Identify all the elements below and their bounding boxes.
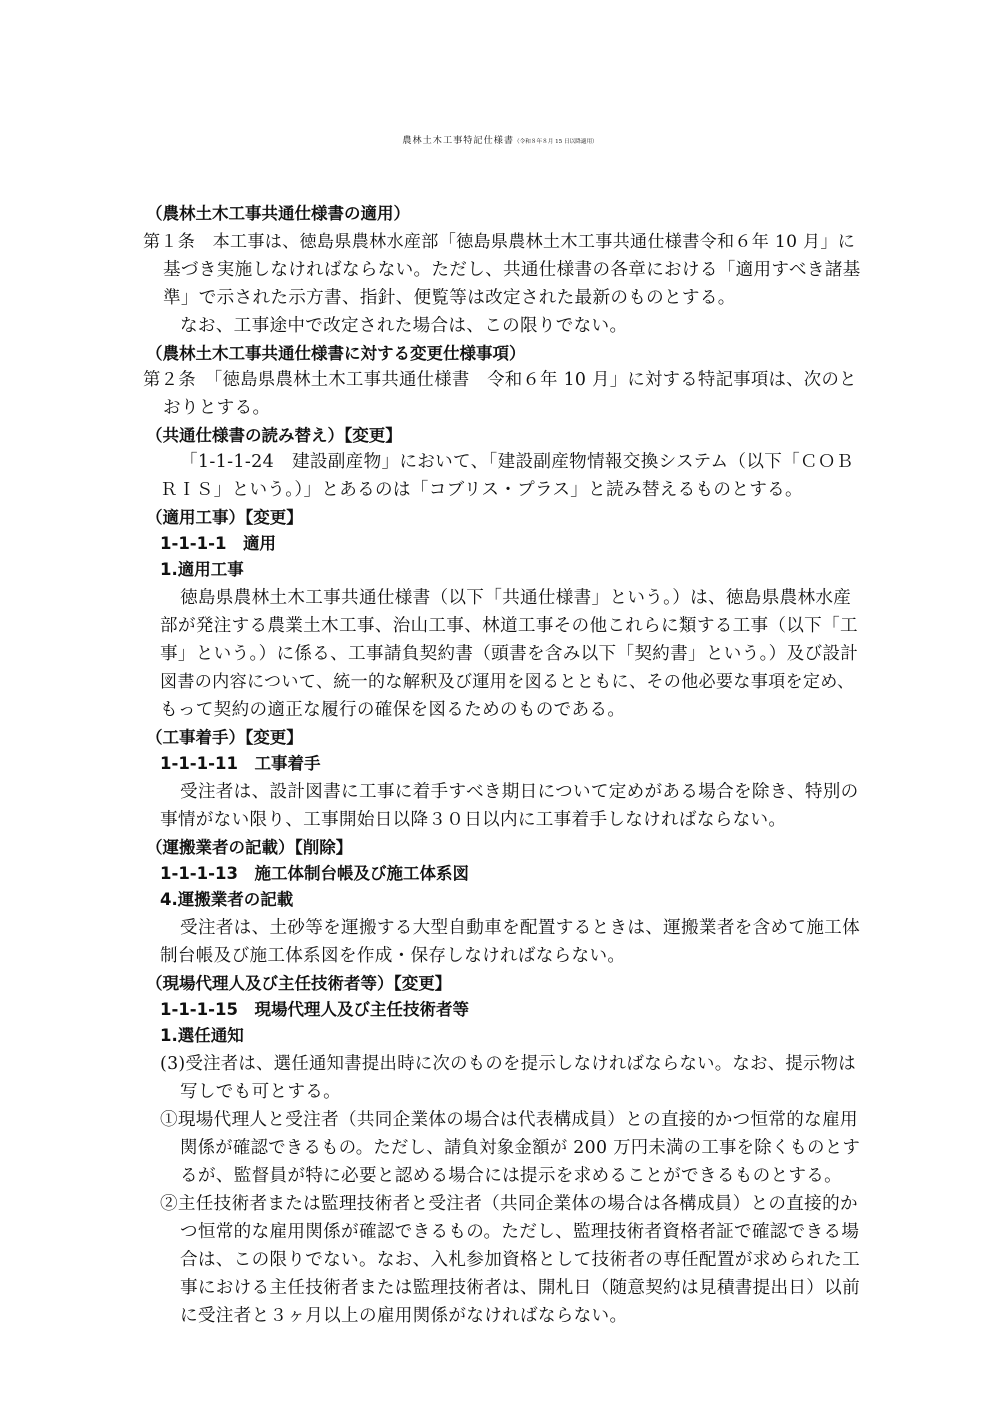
body-line: 受注者は、土砂等を運搬する大型自動車を配置するときは、運搬業者を含めて施工体 [180,918,860,938]
body-line: 事情がない限り、工事開始日以降３０日以内に工事着手しなければならない。 [160,810,787,830]
list-item-line: 事における主任技術者または監理技術者は、開札日（随意契約は見積書提出日）以前 [180,1278,860,1298]
list-item-line: るが、監督員が特に必要と認める場合には提示を求めることができるものとする。 [180,1166,843,1186]
list-item-line: ①現場代理人と受注者（共同企業体の場合は代表構成員）との直接的かつ恒常的な雇用 [160,1110,858,1130]
sub-item-line: (3)受注者は、選任通知書提出時に次のものを提示しなければならない。なお、提示物は [160,1054,856,1074]
list-item-line: 合は、この限りでない。なお、入札参加資格として技術者の専任配置が求められた工 [180,1250,860,1270]
section-heading: （農林土木工事共通仕様書に対する変更仕様事項） [146,344,526,363]
clause-number: 1-1-1-13 施工体制台帳及び施工体系図 [160,864,469,883]
body-line: 受注者は、設計図書に工事に着手すべき期日について定めがある場合を除き、特別の [180,782,859,802]
body-line: 制台帳及び施工体系図を作成・保存しなければならない。 [160,946,626,966]
body-line: 部が発注する農業土木工事、治山工事、林道工事その他これらに類する工事（以下「工 [160,616,858,636]
list-item-line: ②主任技術者または監理技術者と受注者（共同企業体の場合は各構成員）との直接的か [160,1194,858,1214]
document-title [0,128,1000,147]
article-1-line: 第１条 本工事は、徳島県農林水産部「徳島県農林土木工事共通仕様書令和６年 10 月」に [143,232,856,252]
article-1-line: 準」で示された示方書、指針、便覧等は改定された最新のものとする。 [163,288,736,308]
section-heading: （運搬業者の記載）【削除】 [146,838,353,857]
body-line: 事」という。）に係る、工事請負契約書（頭書を含み以下「契約書」という。）及び設計 [160,644,859,664]
title-main: 農林土木工事特記仕様書 [402,135,515,146]
body-line: ＲＩＳ」という。）」とあるのは「コブリス・プラス」と読み替えるものとする。 [160,480,803,500]
list-item-line: に受注者と３ヶ月以上の雇用関係がなければならない。 [180,1306,628,1326]
item-heading: 1.選任通知 [160,1026,244,1045]
body-line: 「1-1-1-24 建設副産物」において、「建設副産物情報交換システム（以下「ＣＯＢ [180,452,854,472]
article-2-line: 第２条 「徳島県農林土木工事共通仕様書 令和６年 10 月」に対する特記事項は、次のと [143,370,857,390]
title-applicability-note: （令和８年８月 15 日以降適用） [514,139,598,145]
article-1-line: 基づき実施しなければならない。ただし、共通仕様書の各章における「適用すべき諸基 [163,260,861,280]
clause-number: 1-1-1-1 適用 [160,534,276,553]
item-heading: 1.適用工事 [160,560,244,579]
sub-item-line: 写しでも可とする。 [180,1082,342,1102]
article-2-line: おりとする。 [163,398,271,418]
section-heading: （適用工事）【変更】 [146,508,303,527]
list-item-line: つ恒常的な雇用関係が確認できるもの。ただし、監理技術者資格者証で確認できる場 [180,1222,860,1242]
section-heading: （工事着手）【変更】 [146,728,303,747]
list-item-line: 関係が確認できるもの。ただし、請負対象金額が 200 万円未満の工事を除くものとす [180,1138,861,1158]
article-1-line: なお、工事途中で改定された場合は、この限りでない。 [180,316,628,336]
section-heading: （農林土木工事共通仕様書の適用） [146,204,410,223]
item-heading: 4.運搬業者の記載 [160,890,294,909]
body-line: 図書の内容について、統一的な解釈及び運用を図るとともに、その他必要な事項を定め、 [160,672,855,692]
body-line: 徳島県農林土木工事共通仕様書（以下「共通仕様書」という。）は、徳島県農林水産 [180,588,852,608]
section-heading: （共通仕様書の読み替え）【変更】 [146,426,402,445]
section-heading: （現場代理人及び主任技術者等）【変更】 [146,974,452,993]
clause-number: 1-1-1-15 現場代理人及び主任技術者等 [160,1000,469,1019]
body-line: もって契約の適正な履行の確保を図るためのものである。 [160,700,626,720]
clause-number: 1-1-1-11 工事着手 [160,754,321,773]
